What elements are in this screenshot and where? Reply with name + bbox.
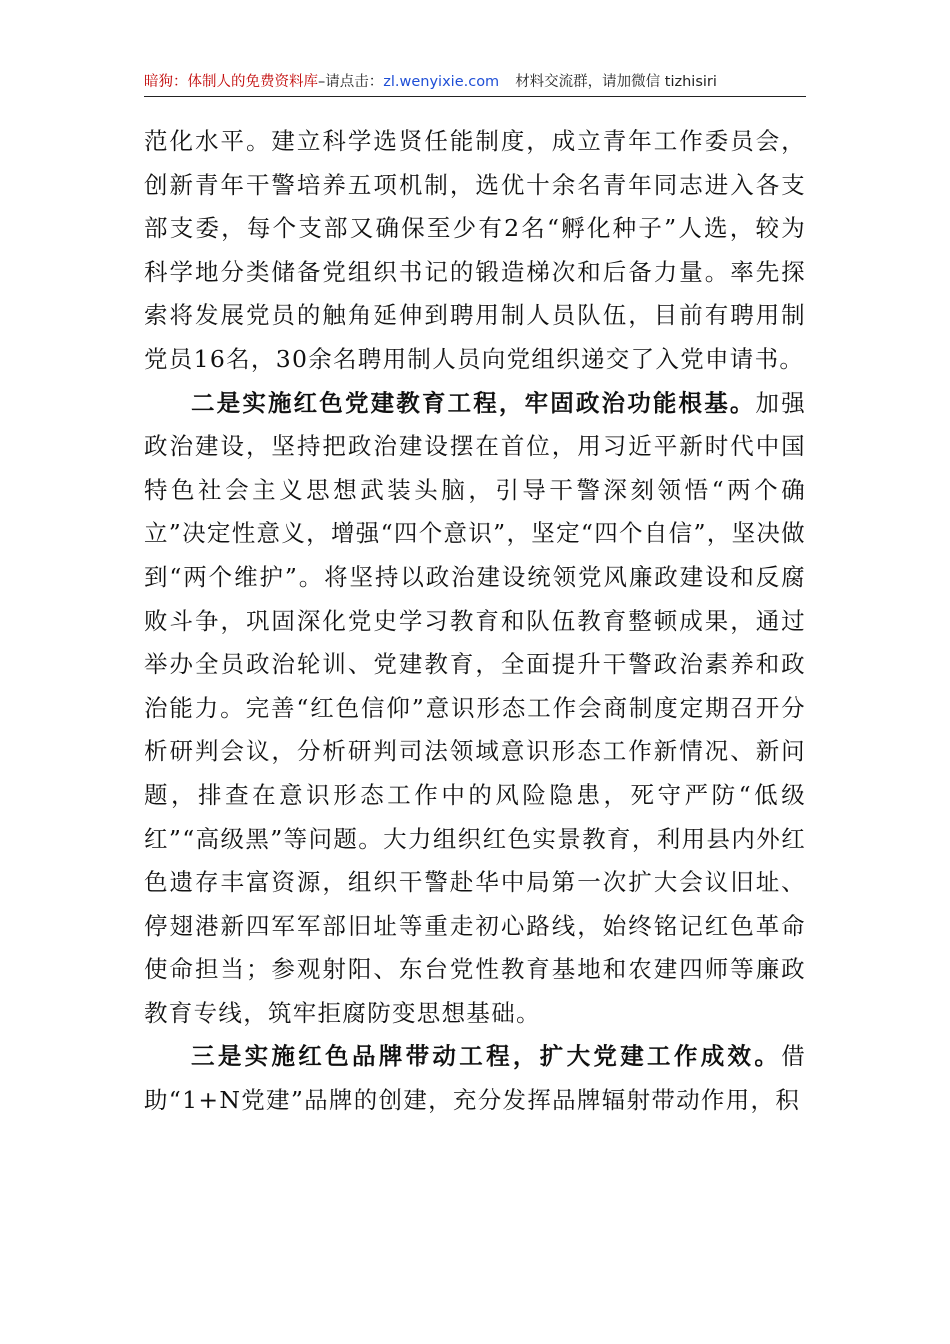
- header-site-label: 暗狗：体制人的免费资料库: [144, 74, 318, 90]
- paragraph-continued: [144, 120, 806, 382]
- paragraph-red-brand: [144, 1035, 806, 1122]
- header-contact: 材料交流群，请加微信 tizhisiri: [515, 74, 717, 90]
- paragraph-heading: 三是实施红色品牌带动工程，扩大党建工作成效。: [191, 1042, 782, 1071]
- page-header: [144, 70, 806, 97]
- paragraph-heading: 二是实施红色党建教育工程，牢固政治功能根基。: [191, 388, 756, 417]
- paragraph-text: 借助“1+N党建”品牌的创建，充分发挥品牌辐射带动作用，积: [144, 1042, 806, 1115]
- document-body: [144, 120, 806, 1123]
- paragraph-text: 加强政治建设，坚持把政治建设摆在首位，用习近平新时代中国特色社会主义思想武装头脑，引导干警深刻领悟“两个确立”决定性意义，增强“四个意识”，坚定“四个自信”，坚决做到“两个维护”。将坚持以政治建设统领党风廉政建设和反腐败斗争，巩固深化党史学习教育和队伍教育整顿成果，通过举办全员政治轮训、党建教育，全面提升干警政治素养和政治能力。完善“红色信仰”意识形态工作会商制度定期召开分析研判会议，分析研判司法领域意识形态工作新情况、新问题，排查在意识形态工作中的风险隐患，死守严防“低级红”“高级黑”等问题。大力组织红色实景教育，利用县内外红色遗存丰富资源，组织干警赴华中局第一次扩大会议旧址、停翅港新四军军部旧址等重走初心路线，始终铭记红色革命使命担当；参观射阳、东台党性教育基地和农建四师等廉政教育专线，筑牢拒腐防变思想基础。: [144, 388, 806, 1027]
- paragraph-red-education: [144, 382, 806, 1036]
- header-url-link[interactable]: zl.wenyixie.com: [383, 74, 500, 90]
- paragraph-text: 范化水平。建立科学选贤任能制度，成立青年工作委员会，创新青年干警培养五项机制，选优十余名青年同志进入各支部支委，每个支部又确保至少有2名“孵化种子”人选，较为科学地分类储备党组织书记的锻造梯次和后备力量。率先探索将发展党员的触角延伸到聘用制人员队伍，目前有聘用制党员16名，30余名聘用制人员向党组织递交了入党申请书。: [144, 127, 807, 373]
- header-click-prompt: –请点击：: [318, 74, 384, 90]
